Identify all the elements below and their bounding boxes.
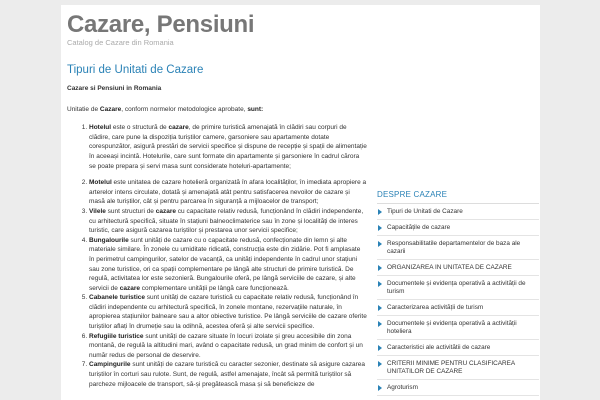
item-term: Motelul — [89, 179, 112, 187]
site-title[interactable]: Cazare, Pensiuni — [67, 11, 255, 38]
intro-bold: Cazare — [99, 105, 122, 113]
arrow-right-icon — [378, 321, 382, 327]
sidebar-link[interactable]: Agroturism — [387, 384, 418, 391]
list-item — [89, 332, 367, 361]
arrow-right-icon — [378, 345, 382, 351]
item-term-2: cazare — [155, 207, 176, 215]
item-text: sunt unități de cazare cu o capacitate redusă, confecționate din lemn și alte materiale similare. În zonele cu umiditate ridicată, construcția este din zidărie. Pot fi amplasate în perimetrul campingurilor, satelor de vacanță, ca unități independente în cadrul unor stațiuni sau zone turistice, ori ca spații complementare pe lângă alte structuri de primire turistică. De regulă, activitatea lor este sezonieră. Bungalourile oferă, pe lângă serviciile de cazare, și alte servicii de — [89, 236, 361, 292]
list-item — [89, 360, 367, 389]
arrow-right-icon — [378, 305, 382, 311]
intro-bold-2: sunt: — [247, 105, 264, 113]
list-item — [89, 123, 367, 171]
sidebar-title: DESPRE CAZARE — [377, 190, 448, 199]
post-title[interactable]: Tipuri de Unitati de Cazare — [67, 64, 204, 76]
item-text-2: complementare unității pe lângă care funcționează. — [139, 284, 289, 292]
item-term: Campingurile — [89, 361, 131, 369]
item-text-2: , de primire turistică amenajată în clădiri sau corpuri de clădire, care pune la dispoziția turiștilor camere, garsoniere sau apartamente dotate corespunzător, asigură prestări de servicii specifice și dispune de recepție și spații de alimentație în aceeași incintă. Hotelurile, care sunt formate din apartamente și garsoniere în cadrul cărora se poate prepara și servi masa sunt considerate hoteluri-apartamente; — [89, 124, 367, 170]
sidebar-link[interactable]: Documentele și evidența operativă a activității de turism — [387, 280, 526, 295]
list-item — [89, 236, 367, 294]
list-item — [89, 207, 367, 236]
sidebar-link[interactable]: ORGANIZAREA IN UNITATEA DE CAZARE — [387, 264, 512, 271]
arrow-right-icon — [378, 241, 382, 247]
intro-text: Unitatie de — [67, 105, 100, 113]
intro-text-2: , conform normelor metodologice aprobate, — [121, 105, 248, 113]
item-text: sunt unități de cazare situate în locuri izolate și greu accesibile din zona montană, de regulă la altitudini mari, având o capacitate redusă, un grad minim de confort și un număr redus de personal de deservire. — [89, 332, 363, 359]
sidebar-item[interactable] — [377, 340, 539, 356]
accommodation-types-list — [67, 123, 367, 389]
sidebar-item[interactable] — [377, 300, 539, 316]
arrow-right-icon — [378, 385, 382, 391]
sidebar-item[interactable] — [377, 380, 539, 396]
item-term: Refugiile turistice — [89, 332, 144, 340]
post-subheading: Cazare si Pensiuni in Romania — [67, 85, 162, 92]
sidebar-menu — [377, 204, 539, 396]
item-text: sunt unități de cazare turistică cu caracter sezonier, destinate să asigure cazarea turiștilor în corturi sau rulote. Sunt, de regulă, astfel amenajate, încât să permită turiștilor să parcheze mijloacele de transport, să-și pregătească masa și să beneficieze de — [89, 361, 366, 388]
sidebar-item[interactable] — [377, 356, 539, 380]
sidebar-link[interactable]: Tipuri de Unitati de Cazare — [387, 208, 463, 215]
list-item — [89, 178, 367, 207]
sidebar-link[interactable]: Caracterizarea activității de turism — [387, 304, 484, 311]
item-term: Hotelul — [89, 124, 112, 132]
item-term-2: cazare — [119, 284, 140, 292]
item-text: este o structură de — [111, 124, 169, 132]
item-text: sunt structuri de — [105, 207, 156, 215]
arrow-right-icon — [378, 265, 382, 271]
item-text: sunt unități de cazare turistică cu capacitate relativ redusă, funcționând în clădiri independente cu arhitectură specifică, în zonele montane, rezervațiile naturale, în apropierea stațiunilor balneare sau a altor obiective turistice. Pe lângă serviciile de cazare oferite turiștilor aflați în drumeție sau la odihnă, acestea oferă și alte servicii specifice. — [89, 294, 367, 331]
item-text-2: cu capacitate relativ redusă, funcționând în clădiri independente, cu arhitectură specifică, situate în stațiuni balneoclimaterice sau în zone și localități de interes turistic, care asigură cazarea turiștilor și prestarea unor servicii specifice; — [89, 207, 364, 235]
item-term: Bungalourile — [89, 236, 129, 244]
site-description: Catalog de Cazare din Romania — [67, 38, 174, 47]
sidebar — [377, 189, 539, 396]
arrow-right-icon — [378, 281, 382, 287]
main-content — [67, 63, 367, 389]
list-item — [89, 293, 367, 331]
sidebar-link[interactable]: Responsabilitatile departamentelor de baza ale cazarii — [387, 240, 521, 255]
item-text: este unitatea de cazare hotelieră organizată în afara localităților, în imediata apropiere a arterelor intens circulate, dotată și amenajată atât pentru satisfacerea nevoilor de cazare și masă ale turiștilor, cât și pentru parcarea în siguranță a mijloacelor de transport; — [89, 179, 367, 206]
sidebar-link[interactable]: Capacitățile de cazare — [387, 224, 451, 231]
sidebar-item[interactable] — [377, 220, 539, 236]
arrow-right-icon — [378, 361, 382, 367]
sidebar-item[interactable] — [377, 260, 539, 276]
sidebar-item[interactable] — [377, 276, 539, 300]
item-term-2: cazare — [168, 124, 189, 132]
sidebar-link[interactable]: CRITERII MINIME PENTRU CLASIFICAREA UNITATILOR DE CAZARE — [387, 360, 515, 375]
item-term: Vilele — [89, 207, 106, 215]
sidebar-item[interactable] — [377, 236, 539, 260]
arrow-right-icon — [378, 225, 382, 231]
post-intro — [67, 105, 367, 115]
sidebar-item[interactable] — [377, 204, 539, 220]
page-container — [61, 5, 540, 400]
sidebar-link[interactable]: Documentele și evidența operativă a activității hoteliera — [387, 320, 517, 335]
sidebar-link[interactable]: Caracteristici ale activitătii de cazare — [387, 344, 491, 351]
item-term: Cabanele turistice — [89, 294, 145, 302]
arrow-right-icon — [378, 209, 382, 215]
sidebar-item[interactable] — [377, 316, 539, 340]
